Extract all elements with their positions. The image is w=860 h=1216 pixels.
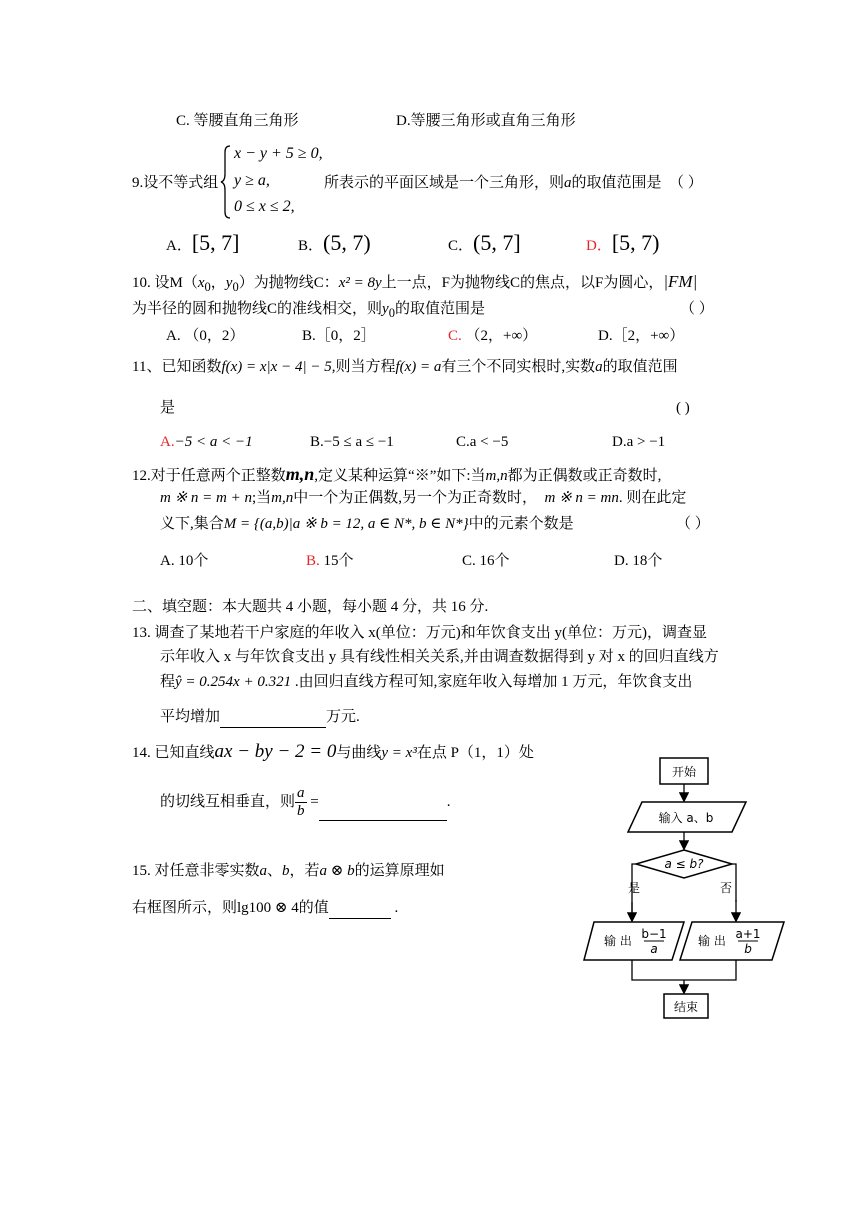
q11-option-b: B.−5 ≤ a ≤ −1	[310, 434, 394, 450]
flowchart-output-right-num: a+1	[735, 927, 761, 941]
q15-period: .	[394, 900, 399, 916]
flowchart-no-branch	[732, 864, 736, 902]
q10-text-a: 10. 设M（	[132, 275, 198, 291]
q10-parabola-eq: x² = 8y	[338, 275, 382, 291]
q15-text-e: 的值	[298, 900, 329, 916]
flowchart-start-label: 开始	[671, 765, 697, 779]
flowchart-output-left-label: 输 出	[604, 934, 632, 948]
q12-text-b: ,定义某种运算“※”如下:当	[314, 468, 486, 484]
q10-option-a: A. （0，2）	[166, 328, 245, 344]
q15-text-a: 15. 对任意非零实数	[132, 863, 260, 879]
q12-text-g: 义下,集合	[160, 516, 224, 532]
q8-option-c: C. 等腰直角三角形	[176, 113, 299, 129]
q14-fraction	[295, 785, 307, 820]
q13-line-3	[160, 672, 692, 692]
flowchart-output-left	[584, 922, 684, 960]
q9-prefix: 9.设不等式组	[132, 175, 219, 191]
q10-option-d: D.［2，+∞）	[598, 328, 685, 344]
q12-option-b-label: B.	[306, 553, 320, 569]
q10-option-b: B.［0，2］	[302, 328, 376, 344]
q14-text-a: 14. 已知直线	[132, 745, 215, 761]
q12-set: M = {(a,b)|a ※ b = 12, a ∈ N*, b ∈ N*}	[223, 516, 469, 532]
q10-y0b-sub: 0	[388, 306, 395, 320]
q9-text	[324, 173, 703, 193]
q15-text-d: 右框图所示，则	[132, 900, 238, 916]
q14-text-d: 的切线互相垂直，则	[160, 794, 296, 810]
section-2-heading: 二、填空题：本大题共 4 小题，每小题 4 分，共 16 分.	[132, 599, 489, 615]
q9-option-a-label: A．	[166, 238, 192, 254]
q11-paren: ( )	[676, 400, 690, 416]
q9-paren: （ ）	[669, 175, 703, 191]
flowchart-no-label: 否	[720, 881, 733, 895]
q9-text-b: 的取值范围是	[571, 175, 662, 191]
q10-y0-sub: 0	[232, 280, 239, 294]
q11-text-d: 的取值范围	[602, 359, 678, 375]
q9-brace	[220, 144, 232, 220]
q10-y0-b: y	[382, 301, 389, 317]
q9-option-d	[586, 232, 660, 257]
q12-mn-2: m,n	[485, 468, 508, 484]
q12-option-b	[306, 551, 354, 571]
q14-period: .	[446, 794, 451, 810]
flowchart	[580, 752, 790, 1022]
q14-equals: =	[310, 794, 319, 810]
flowchart-output-right-den: b	[744, 942, 752, 956]
q11-text-b: ,则当方程	[331, 359, 396, 375]
q13-text-c: 平均增加	[160, 709, 221, 725]
q9-option-a	[166, 232, 240, 257]
q10-option-c	[448, 326, 537, 346]
q11-option-d: D.a > −1	[612, 434, 666, 450]
q9-option-c-label: C．	[448, 238, 474, 254]
q11-option-c: C.a < −5	[456, 434, 509, 450]
q11-option-a	[160, 432, 253, 452]
q11-var-a: a	[595, 359, 603, 375]
q13-answer-blank[interactable]	[220, 707, 326, 728]
flowchart-condition	[636, 850, 732, 878]
q12-rule-2: m ※ n = mn	[544, 490, 619, 506]
q12-line-1	[132, 464, 661, 486]
q10-option-c-value: （2，+∞）	[461, 328, 538, 344]
q9-text-a: 所表示的平面区域是一个三角形，则	[324, 175, 565, 191]
q9-option-c	[448, 232, 521, 257]
q10-comma: ，	[210, 275, 226, 291]
flowchart-end	[664, 994, 708, 1018]
q11-line-2: 是	[160, 400, 176, 416]
q14-frac-den: b	[297, 803, 305, 820]
flowchart-input	[628, 802, 746, 832]
q11-line-1	[132, 357, 678, 377]
q13-line-4	[160, 707, 360, 728]
q15-var-a: a	[259, 863, 268, 879]
q9-option-b-value: (5, 7)	[323, 230, 371, 255]
q10-line-2	[132, 299, 485, 323]
q13-regression-eq: ŷ = 0.254x + 0.321	[175, 674, 292, 690]
q8-option-d: D.等腰三角形或直角三角形	[396, 113, 576, 129]
flowchart-input-label: 输入 a、b	[658, 811, 714, 825]
q14-text-b: 与曲线	[336, 745, 382, 761]
q12-text-e: 中一个为正偶数,另一个为正奇数时，	[293, 490, 538, 506]
q9-option-a-value: [5, 7]	[191, 230, 240, 255]
q10-paren: （ ）	[680, 301, 714, 317]
q9-option-d-value: [5, 7)	[611, 230, 660, 255]
q11-text-a: 11、已知函数	[132, 359, 222, 375]
q10-line-1	[132, 272, 697, 297]
q10-text-b: ）为抛物线C：	[238, 275, 339, 291]
q15-text-c: 的运算原理如	[354, 863, 445, 879]
q12-option-b-value: 15个	[319, 553, 354, 569]
q13-text-d: 万元.	[326, 709, 360, 725]
flowchart-merge	[632, 960, 736, 980]
flowchart-output-right-label: 输 出	[698, 934, 726, 948]
q12-text-a: 12.对于任意两个正整数	[132, 468, 286, 484]
flowchart-start	[660, 758, 708, 784]
q9-option-d-label: D．	[586, 238, 612, 254]
q15-line-2	[132, 898, 398, 919]
flowchart-output-left-den: a	[650, 942, 658, 956]
q9-var: a	[564, 175, 572, 191]
q9-option-b	[298, 232, 371, 257]
q15-expression: lg100 ⊗ 4	[237, 900, 299, 916]
q12-mn-3: m,n	[271, 490, 294, 506]
q9-ineq-2: y ≥ a,	[234, 172, 270, 189]
q15-sep: 、	[267, 863, 283, 879]
q12-option-c: C. 16个	[462, 553, 510, 569]
q15-answer-blank[interactable]	[329, 898, 391, 919]
flowchart-condition-label: a ≤ b?	[664, 857, 704, 871]
q11-equation: f(x) = a	[395, 359, 442, 375]
q11-option-a-value: −5 < a < −1	[174, 434, 253, 450]
flowchart-yes-label: 是	[628, 881, 641, 895]
q10-x0: x	[197, 275, 205, 291]
q11-option-a-label: A.	[160, 434, 175, 450]
q14-text-c: 在点 P（1，1）处	[416, 745, 534, 761]
q11-text-c: 有三个不同实根时,实数	[441, 359, 596, 375]
q14-curve-eq: y = x³	[381, 745, 417, 761]
q10-option-c-label: C.	[448, 328, 462, 344]
q12-option-d: D. 18个	[614, 553, 663, 569]
flowchart-output-right	[680, 922, 784, 960]
q13-line-1: 13. 调查了某地若干户家庭的年收入 x(单位：万元)和年饮食支出 y(单位：万元)，调查显	[132, 625, 707, 641]
q13-text-b: .由回归直线方程可知,家庭年收入每增加 1 万元，年饮食支出	[294, 674, 693, 690]
q10-fm: |FM|	[663, 272, 698, 291]
q14-line-1	[132, 742, 534, 763]
q12-paren: （ ）	[676, 516, 710, 532]
q10-y0: y	[225, 275, 233, 291]
q11-function: f(x) = x|x − 4| − 5	[221, 359, 332, 375]
q9-ineq-3: 0 ≤ x ≤ 2,	[234, 198, 295, 215]
q13-text-a: 程	[160, 674, 176, 690]
q13-line-2: 示年收入 x 与年饮食支出 y 具有线性相关关系,并由调查数据得到 y 对 x 的回归直线方	[160, 649, 719, 665]
q9-ineq-1: x − y + 5 ≥ 0,	[234, 145, 323, 162]
q12-line-3	[160, 514, 574, 534]
q10-text-e: 的取值范围是	[394, 301, 485, 317]
q9-option-b-label: B．	[298, 238, 324, 254]
q12-option-a: A. 10个	[160, 553, 209, 569]
q10-text-d: 为半径的圆和抛物线C的准线相交，则	[132, 301, 383, 317]
q12-mn: m,n	[285, 464, 315, 484]
flowchart-output-left-num: b−1	[641, 927, 667, 941]
q12-rule-1: m ※ n = m + n	[160, 490, 252, 506]
q14-answer-blank[interactable]	[319, 784, 447, 821]
q10-x0-sub: 0	[204, 280, 211, 294]
q10-text-c: 上一点，F为抛物线C的焦点，以F为圆心，	[381, 275, 664, 291]
q12-text-f: . 则在此定	[618, 490, 687, 506]
q14-line-2	[160, 784, 450, 821]
q14-line-eq: ax − by − 2 = 0	[214, 741, 337, 762]
q12-text-h: 中的元素个数是	[468, 516, 574, 532]
flowchart-end-label: 结束	[673, 1000, 699, 1014]
q12-line-2	[160, 488, 686, 508]
q14-frac-num: a	[297, 785, 305, 802]
q15-text-b: ，若	[289, 863, 320, 879]
q12-text-d: ;当	[251, 490, 272, 506]
q12-text-c: 都为正偶数或正奇数时,	[507, 468, 662, 484]
q15-line-1	[132, 861, 445, 881]
q9-option-c-value: (5, 7]	[473, 230, 521, 255]
q15-var-b: b	[282, 863, 290, 879]
q15-operation: a ⊗ b	[319, 863, 355, 879]
